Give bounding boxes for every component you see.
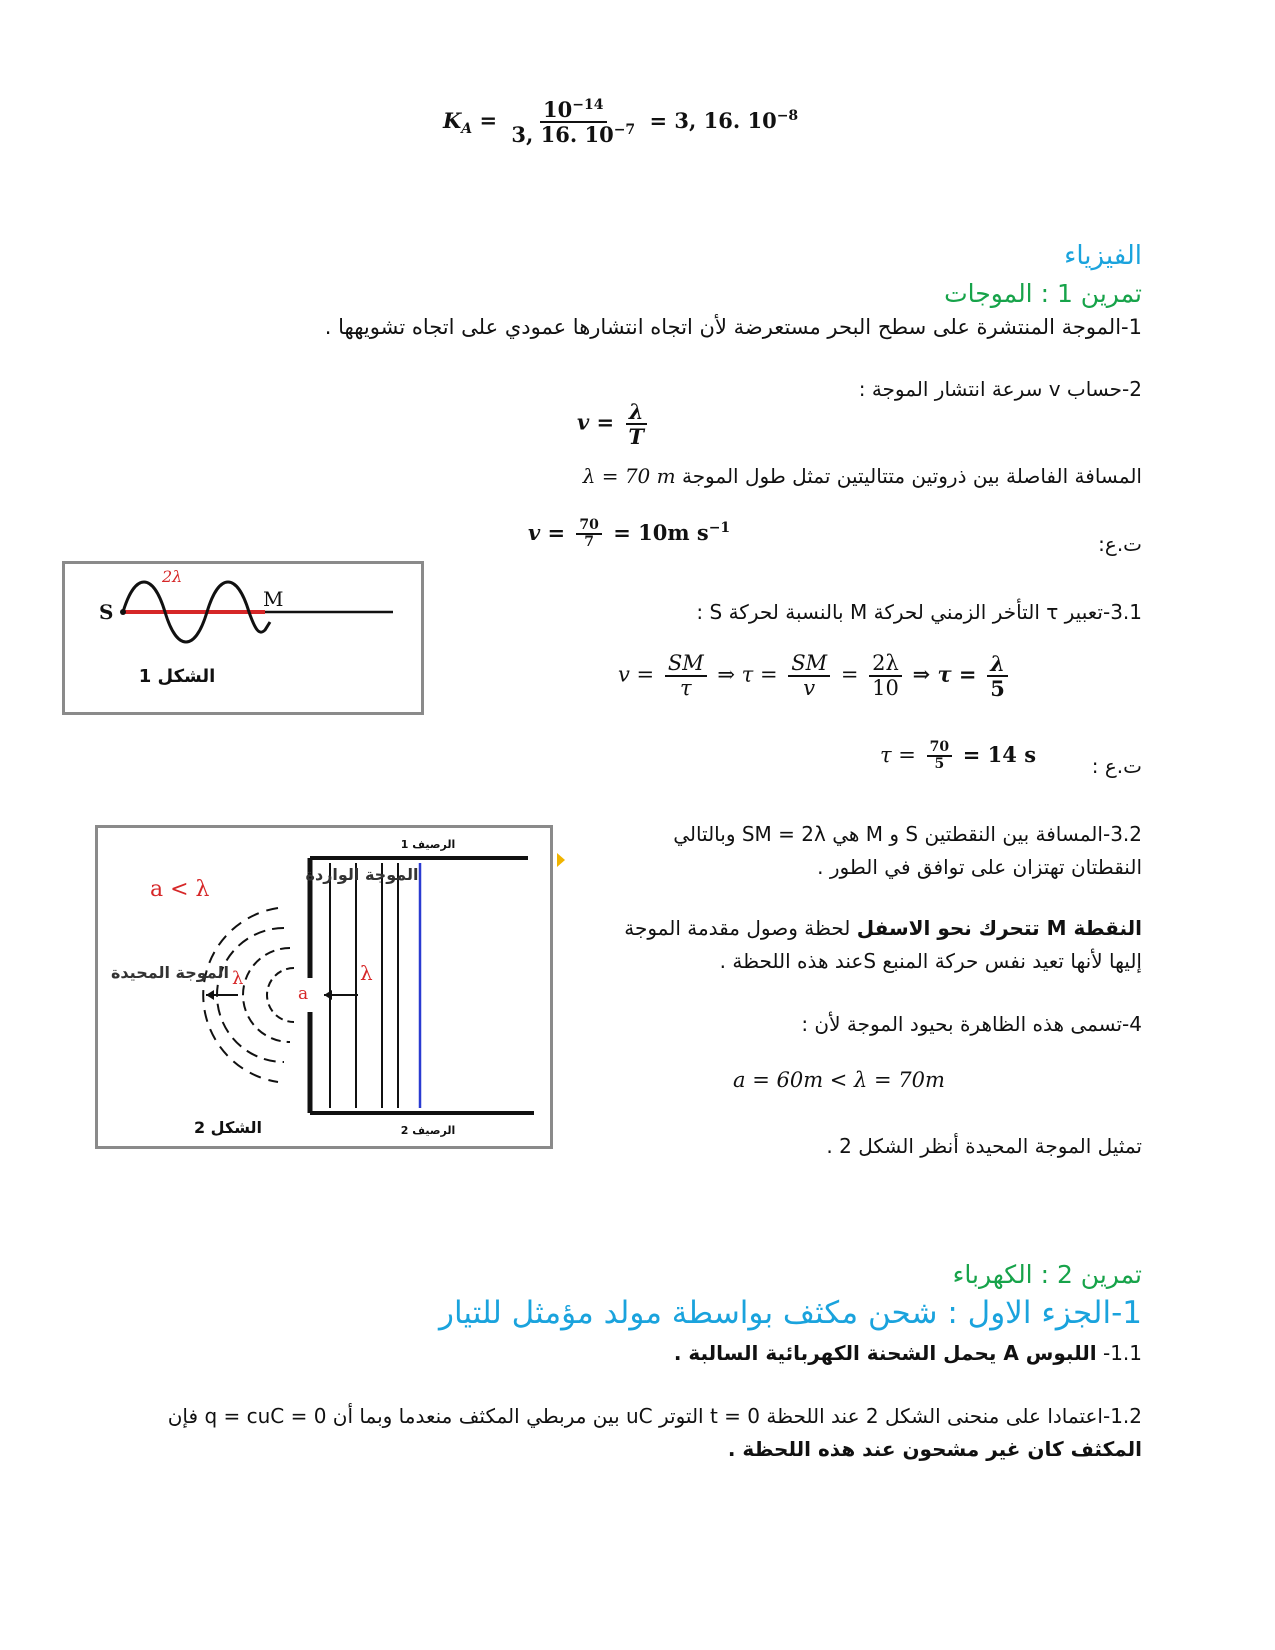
figure2-note: تمثيل الموجة المحيدة أنظر الشكل 2 . — [826, 1134, 1142, 1158]
lambda-text: المسافة الفاصلة بين ذروتين متتاليتين تمثل طول الموجة — [681, 464, 1142, 488]
a-less-lambda-label: a < λ — [150, 877, 210, 902]
point-m-bold: النقطة M تتحرك نحو الاسفل — [856, 916, 1142, 940]
numeric-app-label-1: ت.ع: — [1098, 532, 1142, 556]
question-1-1 — [674, 1337, 1142, 1370]
label-2lambda: 2λ — [162, 567, 183, 586]
incident-lambda-label: λ — [360, 961, 373, 985]
tau-calculation: τ = $\frac{70}{5}$ = 14 s — [880, 739, 1037, 773]
lambda-line — [583, 460, 1142, 493]
figure-2 — [95, 825, 553, 1149]
physics-heading: الفيزياء — [1064, 241, 1142, 271]
exercise2-title: تمرين 2 : الكهرباء — [952, 1260, 1142, 1289]
diffracted-wave-label: الموجة المحيدة — [110, 963, 230, 982]
figure-2-caption: الشكل 2 — [193, 1118, 263, 1137]
q11-answer: اللبوس A يحمل الشحنة الكهربائية السالبة . — [673, 1341, 1097, 1365]
figure-1-caption: الشكل 1 — [138, 666, 216, 687]
formula-v: v = $\frac{\lambda}{T}$ — [577, 400, 651, 448]
question-2: 2-حساب v سرعة انتشار الموجة : — [858, 377, 1142, 401]
label-m: M — [263, 587, 284, 611]
pier-1-label: الرصيف 1 — [400, 838, 456, 851]
question-1: 1-الموجة المنتشرة على سطح البحر مستعرضة لأن اتجاه انتشارها عمودي على اتجاه تشويهها . — [324, 315, 1142, 339]
pier-2-label: الرصيف 2 — [400, 1124, 456, 1137]
tau-formula: v = $\frac{SM}{\tau}$ ⇒ τ = $\frac{SM}{v}$ = $\frac{2\lambda}{10}$ ⇒ τ = $\frac{\lambda}{5}$ — [618, 652, 1012, 700]
diffracted-arc-1 — [267, 968, 294, 1022]
ka-result: = 3, 16. $10^{-8}$ — [649, 107, 799, 133]
opening-a-label: a — [298, 984, 309, 1004]
figure-1 — [62, 561, 424, 715]
point-m-rest: لحظة وصول مقدمة الموجة — [624, 916, 851, 940]
ka-formula: $K_A$ = $\frac{10^{-14}}{3, 16. 10^{-7}}$ = 3, 16. $10^{-8}$ — [443, 97, 799, 148]
question-3-2-line2: النقطتان تهتزان على توافق في الطور . — [817, 855, 1142, 879]
a-lambda-formula: a = 60m < λ = 70m — [733, 1068, 945, 1092]
lambda-value: λ = 70 m — [582, 464, 676, 488]
question-4: 4-تسمى هذه الظاهرة بحيود الموجة لأن : — [801, 1012, 1142, 1036]
ka-lhs: $K_A$ — [443, 107, 473, 137]
incident-wave-label: الموجة الواردة — [305, 865, 419, 884]
exercise1-title: تمرين 1 : الموجات — [944, 279, 1142, 308]
diffracted-arrow-head — [206, 990, 214, 1000]
diffracted-lambda-label: λ — [232, 968, 244, 989]
numeric-app-label-2: ت.ع : — [1091, 754, 1142, 778]
marker-icon — [557, 853, 565, 867]
question-3-1: 3.1-تعبير τ التأخر الزمني لحركة M بالنسبة لحركة S : — [696, 600, 1142, 624]
figure-1-svg — [65, 564, 421, 712]
part1-title: 1-الجزء الاول : شحن مكثف بواسطة مولد مؤمثل للتيار — [439, 1295, 1142, 1331]
label-s: S — [99, 600, 114, 624]
v-calculation: v = $\frac{70}{7}$ = 10m $s^{-1}$ — [528, 517, 731, 551]
q11-number: 1.1- — [1102, 1341, 1142, 1365]
question-1-2-line1: 1.2-اعتمادا على منحنى الشكل 2 عند اللحظة t = 0 التوتر uC بين مربطي المكثف منعدما وبما أن q = cuC = 0 فإن — [167, 1404, 1142, 1428]
question-3-2-line1: 3.2-المسافة بين النقطتين S و M هي SM = 2λ وبالتالي — [673, 822, 1142, 846]
point-m-line2: إليها لأنها تعيد نفس حركة المنبع Sعند هذه اللحظة . — [719, 949, 1142, 973]
question-1-2-line2: المكثف كان غير مشحون عند هذه اللحظة . — [727, 1437, 1142, 1461]
ka-fraction: $\frac{10^{-14}}{3, 16. 10^{-7}}$ — [511, 97, 636, 148]
incident-arrow-head — [324, 990, 332, 1000]
point-m-line1 — [624, 912, 1142, 945]
figure-2-svg — [98, 828, 550, 1146]
source-point — [120, 609, 126, 615]
